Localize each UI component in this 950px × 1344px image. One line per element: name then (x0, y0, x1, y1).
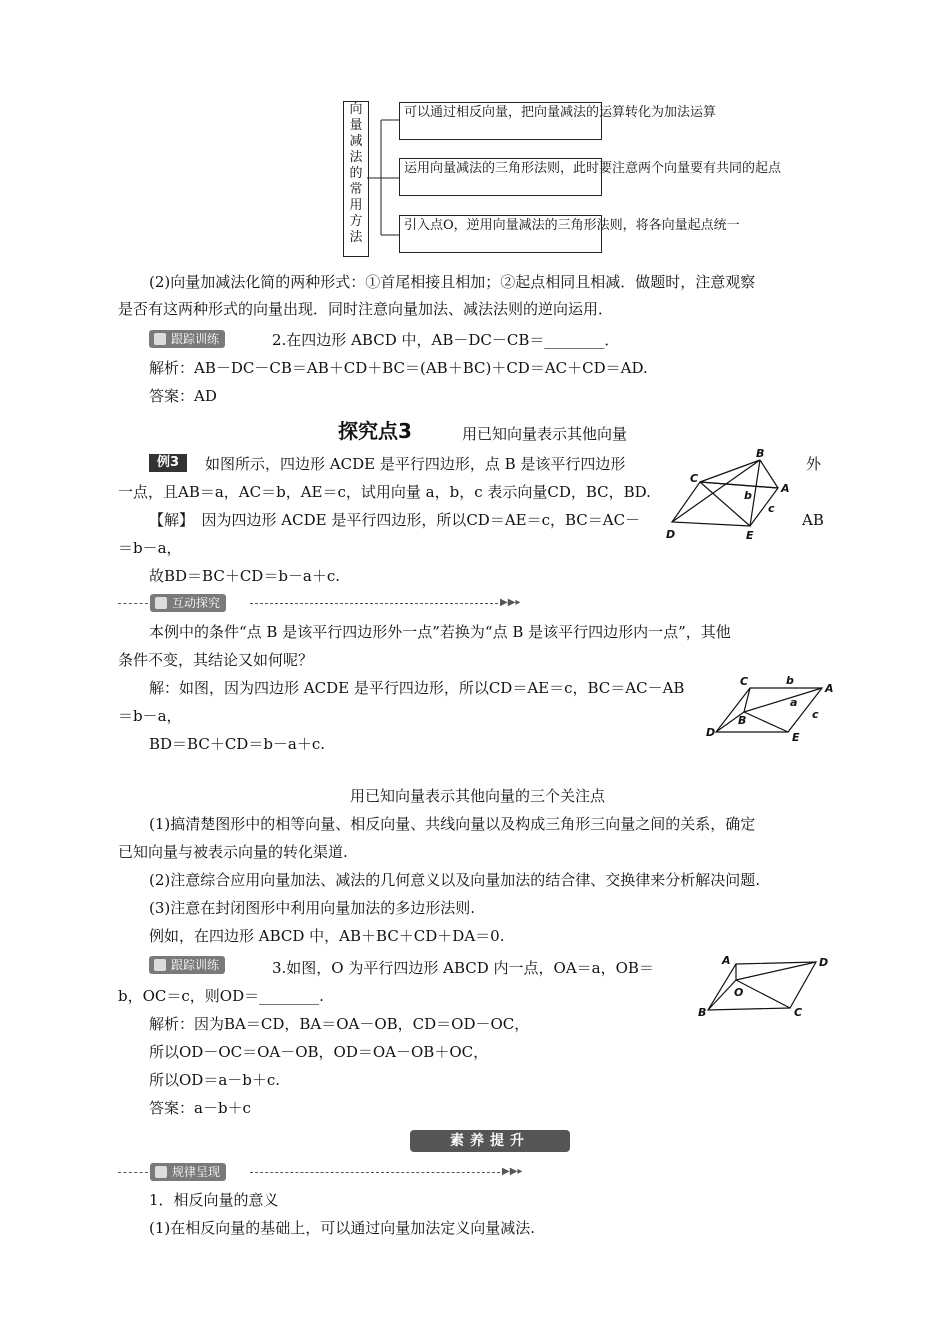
solution-line3: 故BD＝BC＋CD＝b－a＋c. (149, 567, 341, 585)
tag-law-presentation: 规律呈现 (150, 1163, 226, 1181)
fig3-label-D: D (819, 956, 829, 969)
solution-line1-tail: AB (802, 511, 824, 529)
fig1-label-D: D (666, 528, 676, 541)
method-box-3: 引入点O，逆用向量减法的三角形法则，将各向量起点统一 (399, 215, 602, 253)
question-2-answer: 答案：AD (149, 387, 217, 405)
example-3-line2: 一点，且AB＝a，AC＝b，AE＝c，试用向量 a，b，c 表示向量CD，BC，BD. (118, 483, 651, 501)
question-2: 2.在四边形 ABCD 中，AB－DC－CB＝________． (272, 331, 620, 349)
focus-1-line1: (1)搞清楚图形中的相等向量、相反向量、共线向量以及构成三角形三向量之间的关系，确定 (149, 815, 756, 833)
fig3-label-B: B (698, 1006, 707, 1019)
question-3-solution-2: 所以OD－OC＝OA－OB，OD＝OA－OB＋OC， (149, 1043, 489, 1061)
figure-1-parallelogram (660, 446, 800, 546)
fig3-label-C: C (794, 1006, 803, 1019)
fig3-label-O: O (734, 986, 744, 999)
figure-3-parallelogram (694, 950, 840, 1022)
example-3-line1-tail: 外 (806, 455, 822, 473)
question-2-solution: 解析：AB－DC－CB＝AB＋CD＋BC＝(AB＋BC)＋CD＝AC＋CD＝AD. (149, 359, 648, 377)
fig1-label-E: E (746, 529, 754, 542)
question-3-line2: b，OC＝c，则OD＝________. (118, 987, 324, 1005)
fig2-label-a: a (790, 696, 798, 709)
focus-example: 例如，在四边形 ABCD 中，AB＋BC＋CD＋DA＝0. (149, 927, 505, 945)
exploration-solution-2: ＝b－a， (118, 707, 182, 725)
focus-title: 用已知向量表示其他向量的三个关注点 (350, 787, 606, 805)
figure-2-parallelogram (700, 672, 840, 744)
fig2-label-B: B (738, 714, 747, 727)
fig1-label-C: C (690, 472, 699, 485)
section-subtitle: 用已知向量表示其他向量 (462, 425, 628, 443)
example-label: 例3 (149, 454, 187, 472)
fig2-label-E: E (792, 731, 800, 744)
solution-line2: ＝b－a， (118, 539, 182, 557)
fig1-label-B: B (756, 447, 765, 460)
tag-tracking-practice-2: 跟踪训练 (149, 956, 225, 974)
divider-arrow-icon-2: ▶▶▸ (502, 1166, 523, 1177)
exploration-line1: 本例中的条件“点 B 是该平行四边形外一点”若换为“点 B 是该平行四边形内一点”，其他 (149, 623, 731, 641)
question-3-answer: 答案：a－b＋c (149, 1099, 251, 1117)
section-banner: 素养提升 (410, 1130, 570, 1152)
bracket-lines (367, 100, 401, 260)
divider-left-2 (118, 1172, 148, 1173)
exploration-line2: 条件不变，其结论又如何呢？ (118, 651, 314, 669)
solution-line1: 【解】 因为四边形 ACDE 是平行四边形，所以CD＝AE＝c，BC＝AC－ (149, 511, 641, 529)
tag-interactive-exploration: 互动探究 (150, 594, 226, 612)
divider-arrow-icon: ▶▶▸ (500, 597, 521, 608)
fig3-label-A: A (722, 954, 731, 967)
method-box-2: 运用向量减法的三角形法则，此时要注意两个向量要有共同的起点 (399, 158, 602, 196)
exploration-solution-3: BD＝BC＋CD＝b－a＋c. (149, 735, 326, 753)
focus-2: (2)注意综合应用向量加法、减法的几何意义以及向量加法的结合律、交换律来分析解决问题. (149, 871, 761, 889)
tag-tracking-practice: 跟踪训练 (149, 330, 225, 348)
para-2-line1: (2)向量加减法化简的两种形式：①首尾相接且相加；②起点相同且相减．做题时，注意观察 (149, 273, 756, 291)
divider-left (118, 603, 148, 604)
para-2-line2: 是否有这两种形式的向量出现．同时注意向量加法、减法法则的逆向运用． (118, 300, 614, 318)
question-3-solution-1: 解析：因为BA＝CD，BA＝OA－OB，CD＝OD－OC， (149, 1015, 530, 1033)
method-vertical-label: 向 量 减 法 的 常 用 方 法 (343, 101, 369, 257)
fig2-label-D: D (706, 726, 716, 739)
divider-right-2 (250, 1172, 500, 1173)
focus-3: (3)注意在封闭图形中利用向量加法的多边形法则. (149, 899, 476, 917)
fig2-label-b: b (786, 674, 794, 687)
focus-1-line2: 已知向量与被表示向量的转化渠道. (118, 843, 348, 861)
exploration-solution-1: 解：如图，因为四边形 ACDE 是平行四边形，所以CD＝AE＝c，BC＝AC－AB (149, 679, 685, 697)
fig1-label-c: c (768, 502, 775, 515)
question-3-solution-3: 所以OD＝a－b＋c. (149, 1071, 281, 1089)
law-1-1: (1)在相反向量的基础上，可以通过向量加法定义向量减法. (149, 1219, 536, 1237)
example-3-line1: 如图所示，四边形 ACDE 是平行四边形，点 B 是该平行四边形 (205, 455, 626, 473)
method-box-1: 可以通过相反向量，把向量减法的运算转化为加法运算 (399, 102, 602, 140)
law-1: 1．相反向量的意义 (149, 1191, 279, 1209)
fig2-label-C: C (740, 675, 749, 688)
section-title: 探究点3 (338, 419, 412, 443)
fig2-label-A: A (825, 682, 834, 695)
divider-right (250, 603, 498, 604)
fig1-label-b: b (744, 489, 752, 502)
fig1-label-A: A (781, 482, 790, 495)
fig2-label-c: c (812, 708, 819, 721)
question-3-line1: 3.如图，O 为平行四边形 ABCD 内一点，OA＝a，OB＝ (272, 959, 654, 977)
